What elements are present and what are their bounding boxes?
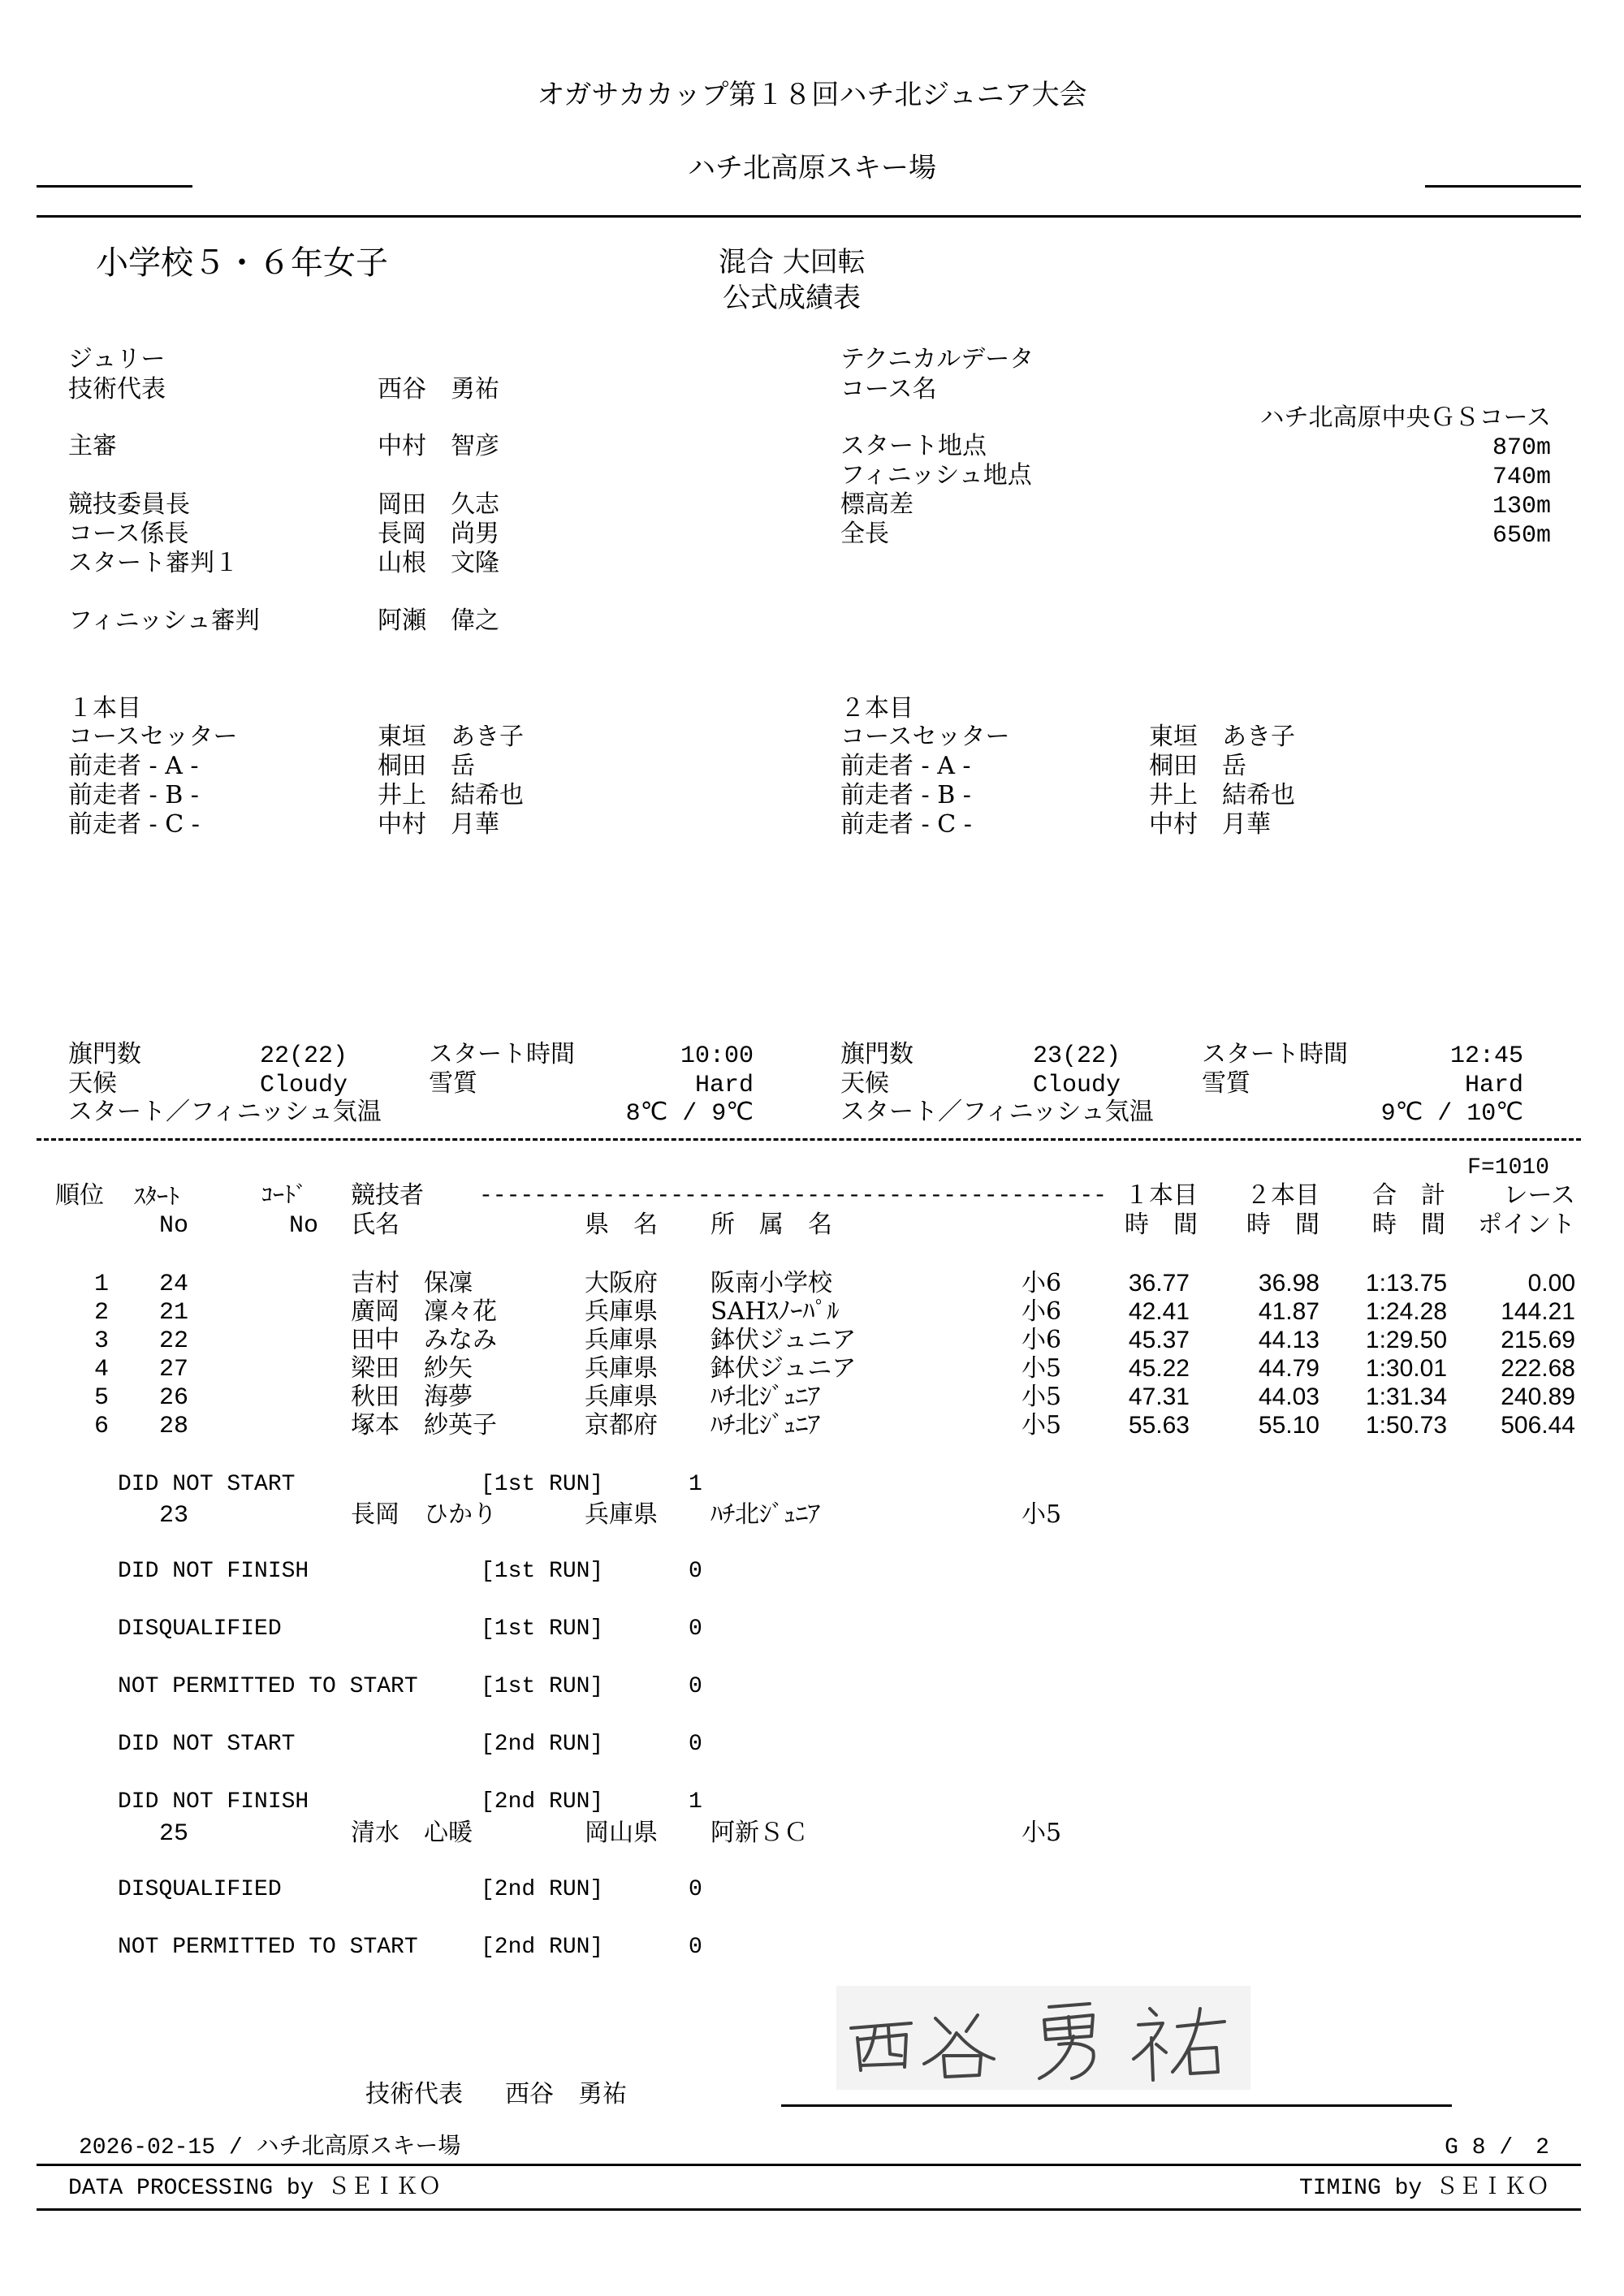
jury-name: 中村 智彦: [378, 432, 499, 460]
row-grade: 小5: [1021, 1383, 1062, 1411]
jury-role: 主審: [68, 432, 117, 460]
staff-name: 東垣 あき子: [378, 723, 524, 751]
start-time-value: 10:00: [680, 1042, 754, 1070]
footer-data-processing: DATA PROCESSING by ＳＥＩＫＯ: [68, 2176, 442, 2201]
temp-label: スタート／フィニッシュ気温: [840, 1098, 1154, 1126]
status-count: 1: [689, 1789, 702, 1815]
status-run: [1st RUN]: [481, 1559, 604, 1584]
row-pref: 大阪府: [585, 1269, 658, 1297]
jury-name: 阿瀬 偉之: [378, 606, 499, 635]
row-name: 吉村 保凜: [351, 1269, 473, 1297]
staff-role: 前走者 - C -: [68, 810, 200, 839]
staff-role: 前走者 - C -: [840, 810, 972, 839]
status-bib: 25: [159, 1820, 189, 1848]
row-pref: 京都府: [585, 1411, 658, 1439]
row-points: 215.69: [1501, 1327, 1575, 1353]
row-grade: 小5: [1021, 1411, 1062, 1439]
row-rank: 3: [94, 1327, 110, 1355]
row-bib: 26: [159, 1384, 189, 1412]
status-grade: 小5: [1021, 1819, 1062, 1847]
snow-label: 雪質: [1202, 1069, 1250, 1098]
staff-role: 前走者 - B -: [840, 781, 971, 809]
jury-role: 競技委員長: [68, 490, 190, 519]
event-title: オガサカカップ第１８回ハチ北ジュニア大会: [537, 79, 1087, 111]
staff-role: 前走者 - B -: [68, 781, 199, 809]
snow-label: 雪質: [429, 1069, 477, 1098]
col-competitor: 競技者: [351, 1181, 424, 1210]
row-run2: 55.10: [1258, 1412, 1320, 1439]
footer-timing: TIMING by ＳＥＩＫＯ: [1298, 2176, 1549, 2201]
row-grade: 小5: [1021, 1354, 1062, 1383]
row-total: 1:30.01: [1365, 1355, 1447, 1382]
status-count: 0: [689, 1877, 702, 1902]
col-points: レース: [1503, 1181, 1575, 1210]
status-bib: 23: [159, 1502, 189, 1530]
status-label: DISQUALIFIED: [118, 1616, 282, 1642]
staff-name: 中村 月華: [378, 810, 499, 839]
signature-line: [781, 2104, 1452, 2107]
col-run2-sub: 時 間: [1246, 1211, 1320, 1239]
run-heading: １本目: [68, 694, 141, 723]
status-club: ﾊﾁ北ｼﾞｭﾆｱ: [710, 1500, 820, 1529]
status-grade: 小5: [1021, 1500, 1062, 1529]
status-label: DID NOT START: [118, 1472, 296, 1497]
row-total: 1:31.34: [1365, 1383, 1447, 1410]
status-run: [2nd RUN]: [481, 1877, 604, 1902]
status-count: 0: [689, 1616, 702, 1642]
row-points: 240.89: [1501, 1383, 1575, 1410]
staff-name: 中村 月華: [1149, 810, 1271, 839]
col-code: ｺｰﾄﾞ: [261, 1181, 308, 1208]
course-label: コース名: [840, 375, 937, 404]
status-label: DID NOT FINISH: [118, 1789, 309, 1815]
row-run2: 36.98: [1258, 1270, 1320, 1297]
doc-type: 公式成績表: [723, 282, 861, 314]
jury-name: 西谷 勇祐: [378, 375, 499, 404]
venue-title: ハチ北高原スキー場: [688, 152, 936, 184]
course-name: ハチ北高原中央ＧＳコース: [1259, 404, 1551, 432]
status-run: [1st RUN]: [481, 1674, 604, 1699]
tech-label: フィニッシュ地点: [840, 461, 1032, 490]
status-label: NOT PERMITTED TO START: [118, 1674, 418, 1699]
row-club: ﾊﾁ北ｼﾞｭﾆｱ: [710, 1411, 820, 1439]
status-label: DID NOT START: [118, 1732, 296, 1757]
jury-role: スタート審判１: [68, 549, 239, 577]
staff-name: 井上 結希也: [1149, 781, 1295, 809]
signature-label: 技術代表: [365, 2080, 463, 2108]
row-total: 1:24.28: [1365, 1298, 1447, 1325]
col-run1-sub: 時 間: [1125, 1211, 1198, 1239]
gates-label: 旗門数: [68, 1040, 141, 1068]
gates-label: 旗門数: [840, 1040, 914, 1068]
status-count: 1: [689, 1472, 702, 1497]
gates-value: 22(22): [260, 1042, 348, 1070]
status-name: 長岡 ひかり: [351, 1500, 497, 1529]
row-run1: 42.41: [1128, 1298, 1190, 1325]
row-points: 144.21: [1501, 1298, 1575, 1325]
footer-rule-top: [37, 2164, 1581, 2166]
row-name: 梁田 紗矢: [351, 1354, 473, 1383]
start-time-label: スタート時間: [1202, 1040, 1348, 1068]
status-name: 清水 心暖: [351, 1819, 473, 1847]
col-code-no: No: [289, 1212, 319, 1240]
signature-name: 西谷 勇祐: [505, 2080, 627, 2108]
weather-label: 天候: [840, 1069, 889, 1098]
col-competitor-rule: ----------------------------------------------: [479, 1184, 1107, 1209]
start-time-value: 12:45: [1449, 1042, 1523, 1070]
row-points: 506.44: [1501, 1412, 1575, 1439]
row-grade: 小6: [1021, 1269, 1062, 1297]
row-name: 秋田 海夢: [351, 1383, 473, 1411]
row-name: 廣岡 凜々花: [351, 1297, 497, 1326]
handwritten-signature: [836, 1986, 1250, 2090]
col-rank: 順位: [55, 1181, 104, 1210]
row-name: 塚本 紗英子: [351, 1411, 497, 1439]
col-points-sub: ポイント: [1478, 1211, 1575, 1239]
col-start: ｽﾀｰﾄ: [134, 1183, 180, 1210]
row-run1: 36.77: [1128, 1270, 1190, 1297]
status-pref: 兵庫県: [585, 1500, 658, 1529]
col-run2: ２本目: [1246, 1181, 1320, 1210]
gates-value: 23(22): [1033, 1042, 1121, 1070]
status-count: 0: [689, 1732, 702, 1757]
row-rank: 5: [94, 1384, 110, 1412]
temp-value: 8℃ / 9℃: [625, 1100, 754, 1128]
row-club: 鉢伏ジュニア: [710, 1326, 857, 1354]
footer-page: G 8 / 2: [1445, 2135, 1549, 2160]
run-heading: ２本目: [840, 694, 914, 723]
row-rank: 6: [94, 1413, 110, 1440]
row-run2: 44.13: [1258, 1327, 1320, 1353]
status-label: NOT PERMITTED TO START: [118, 1935, 418, 1960]
row-name: 田中 みなみ: [351, 1326, 497, 1354]
status-count: 0: [689, 1559, 702, 1584]
header-rule-left: [37, 185, 192, 188]
col-name: 氏名: [351, 1211, 400, 1239]
row-rank: 2: [94, 1299, 110, 1327]
staff-name: 東垣 あき子: [1149, 723, 1295, 751]
temp-label: スタート／フィニッシュ気温: [68, 1098, 382, 1126]
tech-value: 870m: [1492, 434, 1551, 462]
category-title: 小学校５・６年女子: [96, 244, 388, 282]
status-run: [2nd RUN]: [481, 1935, 604, 1960]
row-run1: 45.22: [1128, 1355, 1190, 1382]
row-rank: 4: [94, 1356, 110, 1383]
jury-heading: ジュリー: [68, 345, 166, 373]
jury-name: 岡田 久志: [378, 490, 499, 519]
row-run2: 44.03: [1258, 1383, 1320, 1410]
row-run1: 47.31: [1128, 1383, 1190, 1410]
row-bib: 27: [159, 1356, 189, 1383]
row-total: 1:13.75: [1365, 1270, 1447, 1297]
jury-role: コース係長: [68, 520, 189, 548]
snow-value: Hard: [1464, 1072, 1523, 1099]
row-club: SAHｽﾉｰﾊﾟﾙ: [710, 1297, 840, 1326]
row-bib: 22: [159, 1327, 189, 1355]
start-time-label: スタート時間: [429, 1040, 575, 1068]
section-divider: [37, 1138, 1581, 1141]
col-total: 合 計: [1372, 1181, 1445, 1210]
jury-role: 技術代表: [68, 375, 166, 404]
status-pref: 岡山県: [585, 1819, 658, 1847]
row-run1: 55.63: [1128, 1412, 1190, 1439]
col-run1: １本目: [1125, 1181, 1198, 1210]
status-run: [2nd RUN]: [481, 1732, 604, 1757]
staff-name: 桐田 岳: [1149, 752, 1246, 780]
weather-value: Cloudy: [1033, 1072, 1121, 1099]
staff-name: 桐田 岳: [378, 752, 475, 780]
col-club: 所 属 名: [710, 1211, 832, 1239]
row-bib: 28: [159, 1413, 189, 1440]
row-points: 0.00: [1527, 1270, 1575, 1297]
tech-label: スタート地点: [840, 432, 987, 460]
row-grade: 小6: [1021, 1297, 1062, 1326]
status-run: [2nd RUN]: [481, 1789, 604, 1815]
jury-role: フィニッシュ審判: [68, 606, 260, 635]
row-bib: 24: [159, 1271, 189, 1298]
row-total: 1:29.50: [1365, 1327, 1447, 1353]
row-rank: 1: [94, 1271, 110, 1298]
tech-value: 130m: [1492, 493, 1551, 520]
col-pref: 県 名: [585, 1211, 658, 1239]
row-run2: 44.79: [1258, 1355, 1320, 1382]
signature-strokes: [836, 1986, 1250, 2090]
footer-rule-bottom: [37, 2208, 1581, 2211]
status-count: 0: [689, 1935, 702, 1960]
staff-role: コースセッター: [68, 723, 238, 751]
tech-label: 全長: [840, 520, 889, 548]
row-club: 鉢伏ジュニア: [710, 1354, 857, 1383]
row-pref: 兵庫県: [585, 1326, 658, 1354]
footer-date-venue: 2026-02-15 / ハチ北高原スキー場: [79, 2135, 461, 2160]
tech-value: 650m: [1492, 522, 1551, 550]
staff-role: 前走者 - A -: [68, 752, 199, 780]
row-run2: 41.87: [1258, 1298, 1320, 1325]
tech-label: 標高差: [840, 490, 914, 519]
staff-name: 井上 結希也: [378, 781, 524, 809]
status-club: 阿新ＳＣ: [710, 1819, 808, 1847]
header-rule-full: [37, 215, 1581, 218]
status-run: [1st RUN]: [481, 1472, 604, 1497]
jury-name: 山根 文隆: [378, 549, 499, 577]
staff-role: 前走者 - A -: [840, 752, 971, 780]
row-total: 1:50.73: [1365, 1412, 1447, 1439]
weather-label: 天候: [68, 1069, 117, 1098]
row-pref: 兵庫県: [585, 1383, 658, 1411]
row-points: 222.68: [1501, 1355, 1575, 1382]
tech-value: 740m: [1492, 464, 1551, 491]
header-rule-right: [1425, 185, 1581, 188]
staff-role: コースセッター: [840, 723, 1010, 751]
f-value: F=1010: [1467, 1155, 1549, 1180]
row-club: 阪南小学校: [710, 1269, 832, 1297]
status-label: DID NOT FINISH: [118, 1559, 309, 1584]
row-club: ﾊﾁ北ｼﾞｭﾆｱ: [710, 1383, 820, 1411]
row-grade: 小6: [1021, 1326, 1062, 1354]
status-count: 0: [689, 1674, 702, 1699]
col-total-sub: 時 間: [1372, 1211, 1445, 1239]
status-label: DISQUALIFIED: [118, 1877, 282, 1902]
row-run1: 45.37: [1128, 1327, 1190, 1353]
snow-value: Hard: [694, 1072, 754, 1099]
technical-heading: テクニカルデータ: [840, 345, 1034, 373]
weather-value: Cloudy: [260, 1072, 348, 1099]
row-bib: 21: [159, 1299, 189, 1327]
row-pref: 兵庫県: [585, 1354, 658, 1383]
status-run: [1st RUN]: [481, 1616, 604, 1642]
jury-name: 長岡 尚男: [378, 520, 499, 548]
discipline: 混合 大回転: [719, 246, 866, 278]
row-pref: 兵庫県: [585, 1297, 658, 1326]
col-start-no: No: [159, 1212, 189, 1240]
temp-value: 9℃ / 10℃: [1380, 1100, 1523, 1128]
